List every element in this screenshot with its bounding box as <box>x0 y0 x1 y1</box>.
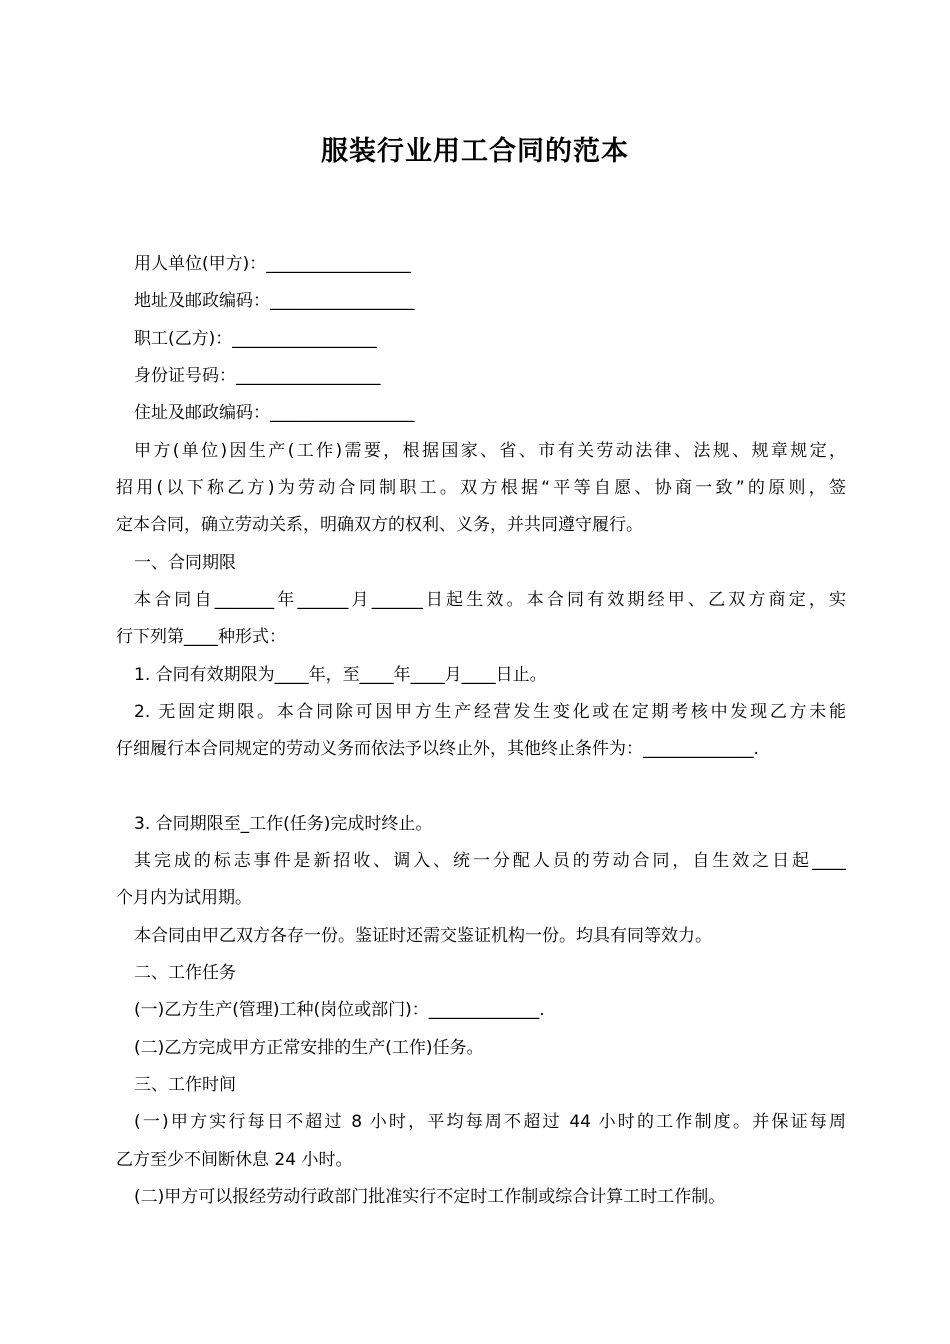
section-2-heading: 二、工作任务 <box>134 963 236 983</box>
intro-line-1: 甲方(单位)因生产(工作)需要，根据国家、省、市有关劳动法律、法规、规章规定， <box>134 441 846 461</box>
employee-address-field: 住址及邮政编码：_________________ <box>134 403 415 423</box>
employer-address-field: 地址及邮政编码：_________________ <box>134 291 415 311</box>
section-2-item-1: (一)乙方生产(管理)工种(岗位或部门)：_____________. <box>134 1000 545 1020</box>
intro-line-2: 招用(以下称乙方)为劳动合同制职工。双方根据“平等自愿、协商一致”的原则，签 <box>116 478 846 498</box>
section-1-heading: 一、合同期限 <box>134 553 236 573</box>
section-2-item-2: (二)乙方完成甲方正常安排的生产(工作)任务。 <box>134 1038 484 1058</box>
intro-line-3: 定本合同，确立劳动关系，明确双方的权利、义务，并共同遵守履行。 <box>116 515 643 535</box>
section-1-p2-line-2: 个月内为试用期。 <box>116 888 252 908</box>
section-3-item-1-line-2: 乙方至少不间断休息 24 小时。 <box>116 1150 353 1170</box>
id-number-field: 身份证号码：_________________ <box>134 366 381 386</box>
section-1-p3: 本合同由甲乙双方各存一份。鉴证时还需交鉴证机构一份。均具有同等效力。 <box>134 926 712 946</box>
section-1-item-2-line-1: 2. 无固定期限。本合同除可因甲方生产经营发生变化或在定期考核中发现乙方未能 <box>134 702 846 722</box>
document-title: 服装行业用工合同的范本 <box>321 136 629 167</box>
section-1-p1-line-2: 行下列第____种形式： <box>116 627 286 647</box>
section-1-p2-line-1: 其完成的标志事件是新招收、调入、统一分配人员的劳动合同，自生效之日起____ <box>134 851 846 871</box>
section-3-item-2: (二)甲方可以报经劳动行政部门批准实行不定时工作制或综合计算工时工作制。 <box>134 1187 726 1207</box>
employee-field: 职工(乙方)：_________________ <box>134 329 377 349</box>
section-1-item-3: 3. 合同期限至_工作(任务)完成时终止。 <box>134 814 433 834</box>
section-3-heading: 三、工作时间 <box>134 1075 236 1095</box>
section-1-item-1: 1. 合同有效期限为____年，至____年____月____日止。 <box>134 665 547 685</box>
section-1-p1-line-1: 本合同自_______年______月______日起生效。本合同有效期经甲、乙双方商定，实 <box>134 590 846 610</box>
section-3-item-1-line-1: (一)甲方实行每日不超过 8 小时，平均每周不超过 44 小时的工作制度。并保证每周 <box>134 1112 846 1132</box>
section-1-item-2-line-2: 仔细履行本合同规定的劳动义务而依法予以终止外，其他终止条件为：_____________. <box>116 739 759 759</box>
employer-field: 用人单位(甲方)：_________________ <box>134 254 411 274</box>
